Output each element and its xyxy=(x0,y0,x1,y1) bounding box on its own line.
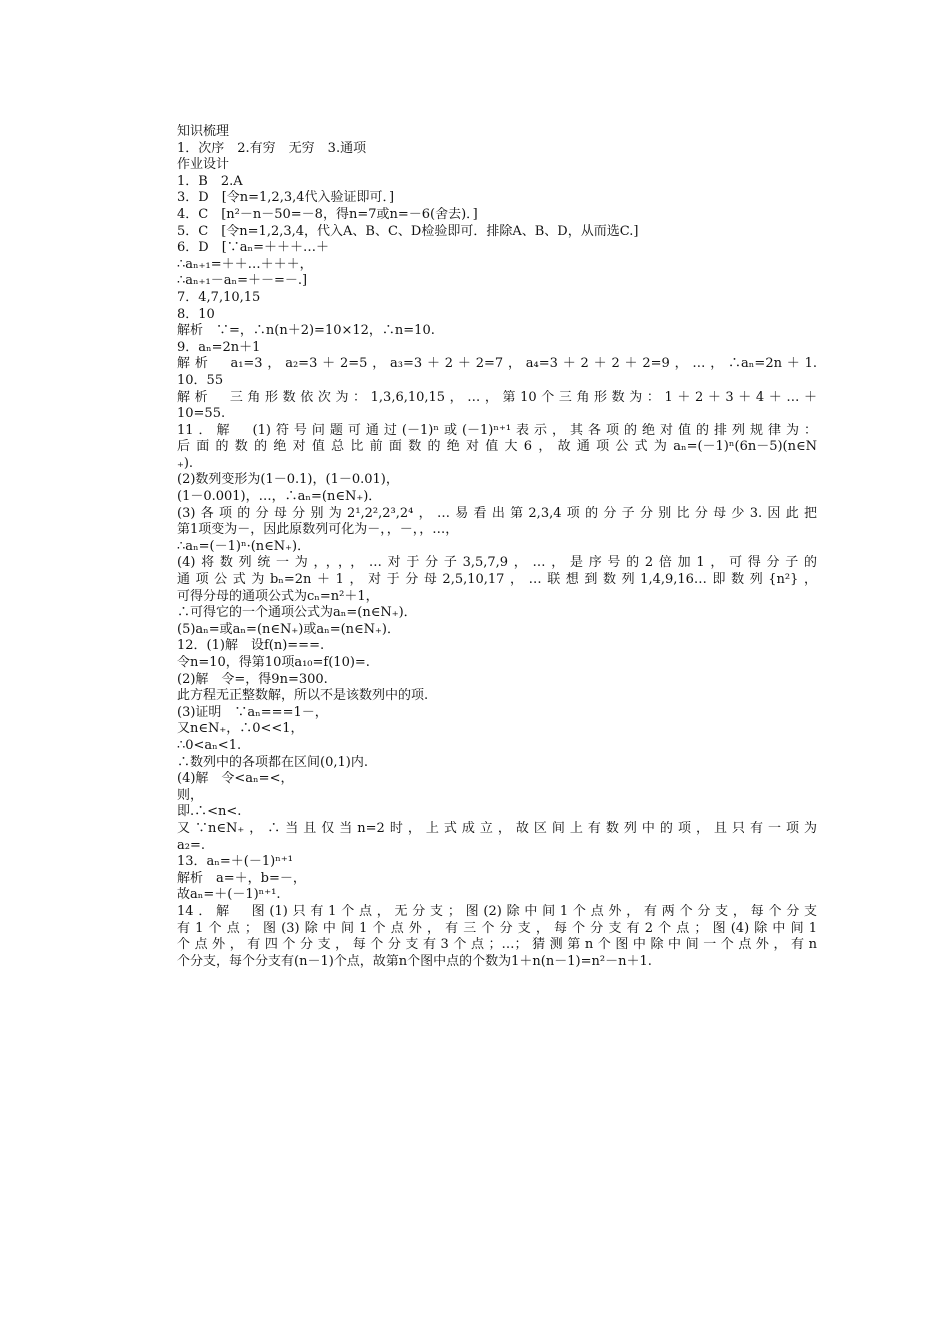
text-line: 13．aₙ=＋(－1)ⁿ⁺¹ xyxy=(177,854,293,870)
text-line: (2)数列变形为(1－0.1)，(1－0.01)， xyxy=(177,472,399,488)
text-line: (2)解 令=，得9n=300. xyxy=(177,671,328,687)
text-line: 即.∴<n<. xyxy=(177,804,242,820)
text-line: ∴aₙ₊₁－aₙ=＋－=－.] xyxy=(177,273,308,289)
text-line: 第1项变为－，因此原数列可化为－，，－，，…， xyxy=(177,522,459,538)
text-line: 8．10 xyxy=(177,306,215,322)
text-line: (1－0.001)，…，∴aₙ=(n∈N₊)． xyxy=(177,489,382,505)
text-line: 1．次序 2.有穷 无穷 3.通项 xyxy=(177,140,367,156)
text-line: 10．55 xyxy=(177,372,224,388)
text-line: 4．C [n²－n－50=－8，得n=7或n=－6(舍去)．] xyxy=(177,206,478,222)
text-line: ∴可得它的一个通项公式为aₙ=(n∈N₊)． xyxy=(177,605,417,621)
text-line: a₂=. xyxy=(177,837,205,853)
text-line: 5．C [令n=1,2,3,4，代入A、B、C、D检验即可．排除A、B、D，从而选C.] xyxy=(177,223,639,239)
text-line: 解析 ∵=，∴n(n＋2)=10×12，∴n=10. xyxy=(177,323,435,339)
text-line: 后面的数的绝对值总比前面数的绝对值大6，故通项公式为aₙ=(－1)ⁿ(6n－5)(n∈N xyxy=(177,439,817,455)
text-line: ₊). xyxy=(177,455,194,471)
text-line: 则， xyxy=(177,787,204,803)
text-line: ∴0<aₙ<1. xyxy=(177,737,242,753)
text-line: 个点外，有四个分支，每个分支有3个点；…；猜测第n个图中除中间一个点外，有n xyxy=(177,937,817,953)
text-line: (4)将数列统一为，，，，…对于分子3,5,7,9，…，是序号的2倍加1，可得分子的 xyxy=(177,555,817,571)
text-line: 此方程无正整数解，所以不是该数列中的项. xyxy=(177,688,429,704)
text-line: (3)证明 ∵aₙ===1－， xyxy=(177,704,328,720)
text-line: 14．解 图(1)只有1个点，无分支；图(2)除中间1个点外，有两个分支，每个分支 xyxy=(177,903,817,919)
document-body xyxy=(177,124,817,970)
text-line: 解析 a=＋，b=－， xyxy=(177,870,306,886)
text-line: ∴aₙ=(－1)ⁿ·(n∈N₊)． xyxy=(177,538,311,554)
text-line: 又∵n∈N₊，∴当且仅当n=2时，上式成立，故区间上有数列中的项，且只有一项为 xyxy=(177,820,817,836)
text-line: (5)aₙ=或aₙ=(n∈N₊)或aₙ=(n∈N₊)． xyxy=(177,621,400,637)
text-line: ∴数列中的各项都在区间(0,1)内. xyxy=(177,754,368,770)
section-heading-knowledge: 知识梳理 xyxy=(177,124,230,139)
text-line: 12．(1)解 设f(n)===. xyxy=(177,638,325,654)
text-line: 通项公式为bₙ=2n＋1，对于分母2,5,10,17，…联想到数列1,4,9,16…即数列{n²}， xyxy=(177,572,817,588)
text-line: 个分支，每个分支有(n－1)个点，故第n个图中点的个数为1＋n(n－1)=n²－n＋1. xyxy=(177,953,652,969)
text-line: ∴aₙ₊₁=＋＋…＋＋＋， xyxy=(177,256,313,272)
text-line: 6．D [∵aₙ=＋＋＋…＋ xyxy=(177,240,330,256)
text-line: 7．4,7,10,15 xyxy=(177,289,261,305)
text-line: 9．aₙ=2n＋1 xyxy=(177,339,261,355)
text-line: 1．B 2.A xyxy=(177,173,243,189)
text-line: 解析 三角形数依次为：1,3,6,10,15，…，第10个三角形数为：1＋2＋3＋4＋…＋ xyxy=(177,389,817,405)
text-line: 10=55. xyxy=(177,406,226,422)
text-line: (4)解 令<aₙ=<， xyxy=(177,771,294,787)
text-line: 故aₙ=＋(－1)ⁿ⁺¹. xyxy=(177,887,281,903)
text-line: 11．解 (1)符号问题可通过(－1)ⁿ或(－1)ⁿ⁺¹表示，其各项的绝对值的排列规律为： xyxy=(177,422,817,438)
section-heading-homework: 作业设计 xyxy=(177,157,230,173)
text-line: 可得分母的通项公式为cₙ=n²＋1， xyxy=(177,588,379,604)
text-line: 解析 a₁=3，a₂=3＋2=5，a₃=3＋2＋2=7，a₄=3＋2＋2＋2=9，…，∴aₙ=2n＋1. xyxy=(177,356,817,372)
text-line: 又n∈N₊，∴0<<1， xyxy=(177,721,304,737)
text-line: 有1个点；图(3)除中间1个点外，有三个分支，每个分支有2个点；图(4)除中间1 xyxy=(177,920,817,936)
text-line: 3．D [令n=1,2,3,4代入验证即可．] xyxy=(177,190,395,206)
text-line: 令n=10，得第10项a₁₀=f(10)=. xyxy=(177,655,370,670)
text-line: (3)各项的分母分别为2¹,2²,2³,2⁴，…易看出第2,3,4项的分子分别比分母少3.因此把 xyxy=(177,505,817,521)
